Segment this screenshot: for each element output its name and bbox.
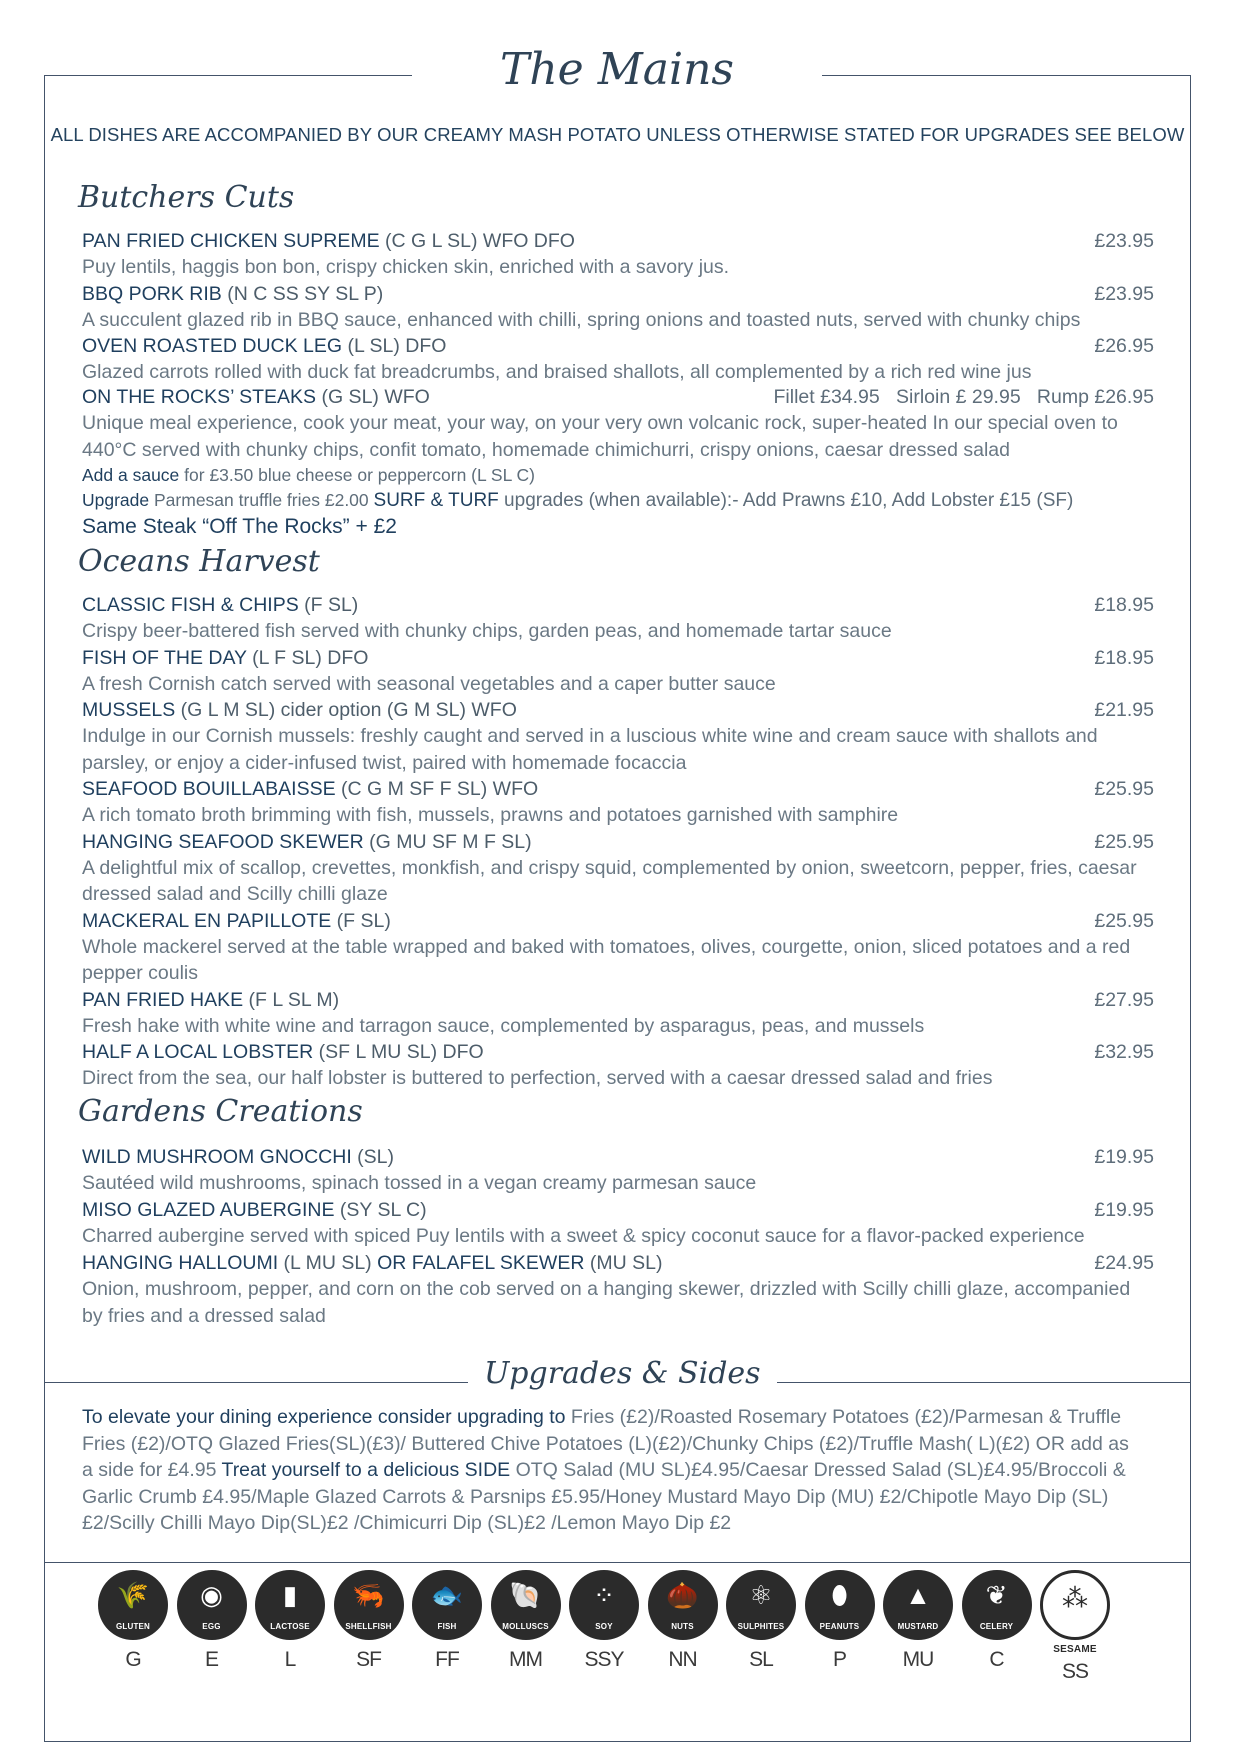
dish-price: £27.95 bbox=[1094, 988, 1154, 1011]
menu-item-row bbox=[82, 1144, 1154, 1170]
menu-item-row bbox=[82, 1039, 1154, 1065]
steak-allergens: (G SL) WFO bbox=[316, 386, 430, 408]
upgrades-lead: To elevate your dining experience consider upgrading to bbox=[82, 1406, 566, 1428]
egg-icon: ◉ bbox=[200, 1580, 223, 1610]
halloumi-name: HANGING HALLOUMI bbox=[82, 1252, 279, 1274]
halloumi-description: Onion, mushroom, pepper, and corn on the cob served on a hanging skewer, drizzled with Scilly chilli glaze, accompanied by fries and a dressed salad bbox=[82, 1278, 1131, 1327]
dish-price: £23.95 bbox=[1094, 282, 1154, 305]
dish-price: £21.95 bbox=[1094, 699, 1154, 721]
butchers-items bbox=[82, 228, 1154, 386]
allergen-code: G bbox=[125, 1648, 141, 1671]
allergen-label: PEANUTS bbox=[819, 1622, 860, 1631]
dish-allergens: (G MU SF M F SL) bbox=[363, 830, 532, 853]
menu-item bbox=[82, 228, 1154, 281]
surf-turf-label: SURF & TURF bbox=[373, 490, 499, 511]
allergen-molluscs bbox=[489, 1570, 563, 1672]
allergen-egg bbox=[175, 1570, 249, 1672]
allergen-label: MOLLUSCS bbox=[502, 1622, 549, 1631]
menu-item bbox=[82, 987, 1154, 1040]
dish-description: Indulge in our Cornish mussels: freshly caught and served in a luscious white wine and cream sauce with shallots and parsley, or enjoy a cider-infused twist, paired with homemade focaccia bbox=[82, 725, 1098, 774]
allergen-badge bbox=[962, 1570, 1032, 1640]
upgrades-options: Fries (£2)/Roasted Rosemary Potatoes (£2)/Parmesan & Truffle Fries (£2)/OTQ Glazed Fries(SL)(£3)/ Buttered Chive Potatoes (L)(£2)/Chunky Chips (£2)/Truffle Mash( L)(£2) OR add as a side for £4.95 bbox=[82, 1406, 1129, 1481]
dish-name: MUSSELS bbox=[82, 699, 176, 721]
menu-item bbox=[82, 908, 1154, 987]
sauce-label: Add a sauce bbox=[82, 465, 180, 485]
dish-description: Glazed carrots rolled with duck fat breadcrumbs, and braised shallots, all complemented by a rich red wine jus bbox=[82, 361, 1032, 383]
dish-allergens: (C G M SF F SL) WFO bbox=[335, 778, 539, 800]
menu-item-row bbox=[82, 281, 1154, 307]
falafel-allergens: (MU SL) bbox=[584, 1252, 663, 1274]
allergen-label: SHELLFISH bbox=[345, 1622, 392, 1631]
allergen-gluten bbox=[96, 1570, 170, 1672]
dish-allergens: (SF L MU SL) DFO bbox=[313, 1041, 484, 1063]
dish-description: Puy lentils, haggis bon bon, crispy chicken skin, enriched with a savory jus. bbox=[82, 256, 730, 278]
dish-allergens: (G L M SL) cider option (G M SL) WFO bbox=[175, 699, 517, 721]
allergen-badge bbox=[334, 1570, 404, 1640]
section-heading-upgrades: Upgrades & Sides bbox=[468, 1356, 777, 1391]
allergen-code: MM bbox=[509, 1648, 542, 1671]
menu-item bbox=[82, 1144, 1154, 1197]
fish-icon: 🐟 bbox=[430, 1580, 464, 1610]
allergen-code: E bbox=[204, 1648, 218, 1671]
halloumi-allergens: (L MU SL) bbox=[278, 1252, 378, 1274]
soybean-icon: ⁘ bbox=[593, 1580, 615, 1610]
dish-price: £19.95 bbox=[1094, 1198, 1154, 1221]
dish-price: £18.95 bbox=[1094, 646, 1154, 669]
allergen-mustard bbox=[881, 1570, 955, 1672]
allergen-code: NN bbox=[668, 1648, 697, 1671]
menu-item-row bbox=[82, 697, 1154, 723]
allergen-badge bbox=[648, 1570, 718, 1640]
dish-name: FISH OF THE DAY bbox=[82, 646, 247, 669]
dish-price: £18.95 bbox=[1094, 594, 1154, 616]
allergen-sesame bbox=[1038, 1570, 1112, 1684]
sesame-seeds-icon: ⁂ bbox=[1062, 1583, 1088, 1613]
dish-description: A fresh Cornish catch served with seasonal vegetables and a caper butter sauce bbox=[82, 672, 776, 695]
allergen-label: GLUTEN bbox=[115, 1622, 151, 1631]
menu-item bbox=[82, 1039, 1154, 1092]
allergen-code: L bbox=[284, 1648, 296, 1671]
menu-item-row bbox=[82, 987, 1154, 1013]
dish-description: Crispy beer-battered fish served with chunky chips, garden peas, and homemade tartar sauce bbox=[82, 620, 892, 642]
allergen-label: SESAME bbox=[1053, 1644, 1097, 1655]
milk-bottle-icon: ▮ bbox=[282, 1580, 298, 1610]
sides-lead: Treat yourself to a delicious SIDE bbox=[221, 1459, 511, 1481]
sides-options: OTQ Salad (MU SL)£4.95/Caesar Dressed Salad (SL)£4.95/Broccoli & Garlic Crumb £4.95/Maple Glazed Carrots & Parsnips £5.95/Honey Mustard Mayo Dip (MU) £2/Chipotle Mayo Dip (SL)£2/Scilly Chilli Mayo Dip(SL)£2 /Chimicurri Dip (SL)£2 /Lemon Mayo Dip £2 bbox=[82, 1459, 1126, 1534]
page-title: The Mains bbox=[412, 44, 822, 95]
allergen-code: SF bbox=[356, 1648, 381, 1671]
dish-allergens: (F SL) bbox=[298, 594, 359, 616]
menu-item-row bbox=[82, 645, 1154, 671]
dish-description: Sautéed wild mushrooms, spinach tossed in a vegan creamy parmesan sauce bbox=[82, 1172, 757, 1194]
dish-allergens: (F SL) bbox=[331, 909, 391, 932]
allergen-nuts bbox=[646, 1570, 720, 1672]
dish-allergens: (L F SL) DFO bbox=[246, 646, 369, 669]
steak-item bbox=[82, 384, 1154, 541]
dish-description: A rich tomato broth brimming with fish, mussels, prawns and potatoes garnished with samphire bbox=[82, 804, 899, 826]
surf-turf-text: upgrades (when available):- Add Prawns £10, Add Lobster £15 (SF) bbox=[498, 490, 1074, 511]
allergen-badge bbox=[98, 1570, 168, 1640]
section-heading-oceans: Oceans Harvest bbox=[78, 544, 320, 579]
dish-allergens: (F L SL M) bbox=[243, 988, 340, 1011]
dish-name: MISO GLAZED AUBERGINE bbox=[82, 1198, 335, 1221]
menu-item bbox=[82, 592, 1154, 645]
menu-item-row bbox=[82, 333, 1154, 359]
dish-price: £19.95 bbox=[1094, 1146, 1154, 1168]
allergen-code: P bbox=[832, 1648, 846, 1671]
dish-price: £23.95 bbox=[1094, 230, 1154, 252]
allergen-label: LACTOSE bbox=[270, 1622, 310, 1631]
accompaniment-note: ALL DISHES ARE ACCOMPANIED BY OUR CREAMY MASH POTATO UNLESS OTHERWISE STATED FOR UPGRADES SEE BELOW bbox=[50, 124, 1185, 145]
steak-name: ON THE ROCKS’ STEAKS bbox=[82, 386, 317, 408]
shrimp-icon: 🦐 bbox=[352, 1580, 385, 1610]
dish-name: HANGING SEAFOOD SKEWER bbox=[82, 830, 364, 853]
allergen-fish bbox=[410, 1570, 484, 1672]
allergen-code: SL bbox=[749, 1648, 773, 1671]
sauce-text: for £3.50 blue cheese or peppercorn (L SL C) bbox=[179, 465, 536, 485]
allergen-badge bbox=[805, 1570, 875, 1640]
dish-description: Charred aubergine served with spiced Puy lentils with a sweet & spicy coconut sauce for a flavor-packed experience bbox=[82, 1224, 1085, 1247]
allergen-label: MUSTARD bbox=[897, 1622, 939, 1631]
menu-item-row bbox=[82, 776, 1154, 802]
allergen-badge bbox=[569, 1570, 639, 1640]
same-steak-note: Same Steak “Off The Rocks” + £2 bbox=[82, 515, 397, 538]
allergen-code: SSY bbox=[584, 1648, 624, 1671]
dish-price: £25.95 bbox=[1094, 909, 1154, 932]
section-heading-butchers: Butchers Cuts bbox=[78, 180, 295, 215]
shell-icon: 🐚 bbox=[509, 1580, 542, 1610]
dish-allergens: (C G L SL) WFO DFO bbox=[379, 230, 575, 252]
allergen-badge bbox=[1040, 1570, 1110, 1655]
dish-description: Fresh hake with white wine and tarragon sauce, complemented by asparagus, peas, and mussels bbox=[82, 1014, 925, 1037]
dish-name: PAN FRIED HAKE bbox=[82, 988, 244, 1011]
section-heading-gardens: Gardens Creations bbox=[78, 1094, 363, 1129]
allergen-label: EGG bbox=[202, 1622, 221, 1631]
allergen-badge bbox=[177, 1570, 247, 1640]
menu-item-row bbox=[82, 592, 1154, 618]
menu-item-row bbox=[82, 228, 1154, 254]
dish-allergens: (L SL) DFO bbox=[342, 335, 447, 357]
dish-name: MACKERAL EN PAPILLOTE bbox=[82, 909, 332, 932]
molecule-icon: ⚛ bbox=[749, 1580, 773, 1610]
dish-allergens: (SY SL C) bbox=[334, 1198, 427, 1221]
dish-price: £25.95 bbox=[1094, 778, 1154, 800]
upgrades-text bbox=[82, 1404, 1144, 1537]
allergen-badge bbox=[883, 1570, 953, 1640]
dish-name: HALF A LOCAL LOBSTER bbox=[82, 1041, 314, 1063]
menu-item bbox=[82, 829, 1154, 908]
menu-item bbox=[82, 333, 1154, 386]
halloumi-row bbox=[82, 1250, 1154, 1276]
peanut-icon: ⬮ bbox=[831, 1580, 848, 1610]
dish-allergens: (N C SS SY SL P) bbox=[221, 282, 384, 305]
dish-name: WILD MUSHROOM GNOCCHI bbox=[82, 1146, 352, 1168]
steak-prices: Fillet £34.95 Sirloin £ 29.95 Rump £26.95 bbox=[773, 386, 1154, 408]
menu-item bbox=[82, 776, 1154, 829]
upgrade-text: Parmesan truffle fries £2.00 bbox=[149, 490, 374, 510]
allergen-badge bbox=[726, 1570, 796, 1640]
allergen-label: NUTS bbox=[671, 1622, 694, 1631]
dish-name: CLASSIC FISH & CHIPS bbox=[82, 594, 299, 616]
dish-allergens: (SL) bbox=[351, 1146, 395, 1168]
dish-name: SEAFOOD BOUILLABAISSE bbox=[82, 778, 336, 800]
allergen-label: SOY bbox=[595, 1622, 613, 1631]
allergen-divider bbox=[44, 1562, 1191, 1563]
halloumi-item bbox=[82, 1250, 1154, 1329]
dish-description: A succulent glazed rib in BBQ sauce, enhanced with chilli, spring onions and toasted nuts, served with chunky chips bbox=[82, 308, 1081, 331]
allergen-badge bbox=[255, 1570, 325, 1640]
allergen-code: C bbox=[989, 1648, 1004, 1671]
menu-item-row bbox=[82, 1197, 1154, 1223]
wheat-icon: 🌾 bbox=[116, 1580, 150, 1610]
menu-item bbox=[82, 1197, 1154, 1250]
acorn-icon: 🌰 bbox=[666, 1580, 699, 1610]
menu-item bbox=[82, 697, 1154, 776]
menu-item-row bbox=[82, 829, 1154, 855]
allergen-key bbox=[96, 1570, 1126, 1683]
allergen-shellfish bbox=[332, 1570, 406, 1672]
allergen-label: CELERY bbox=[979, 1622, 1014, 1631]
falafel-name: OR FALAFEL SKEWER bbox=[377, 1252, 585, 1274]
allergen-celery bbox=[960, 1570, 1034, 1672]
allergen-soy bbox=[567, 1570, 641, 1672]
allergen-badge bbox=[412, 1570, 482, 1640]
allergen-lactose bbox=[253, 1570, 327, 1672]
dish-name: BBQ PORK RIB bbox=[82, 282, 222, 305]
menu-item bbox=[82, 645, 1154, 698]
steak-row bbox=[82, 384, 1154, 410]
dish-price: £26.95 bbox=[1094, 335, 1154, 357]
dish-description: Direct from the sea, our half lobster is buttered to perfection, served with a caesar dressed salad and fries bbox=[82, 1067, 993, 1089]
menu-item bbox=[82, 281, 1154, 334]
dish-description: A delightful mix of scallop, crevettes, monkfish, and crispy squid, complemented by onion, sweetcorn, pepper, fries, caesar dressed salad and Scilly chilli glaze bbox=[82, 856, 1137, 905]
mustard-bottle-icon: ▲ bbox=[905, 1580, 931, 1610]
steak-description: Unique meal experience, cook your meat, your way, on your very own volcanic rock, super-heated In our special oven to 440°C served with chunky chips, confit tomato, homemade chimichurri, crispy onions, caesar dressed salad bbox=[82, 412, 1118, 461]
halloumi-price: £24.95 bbox=[1094, 1252, 1154, 1274]
gardens-items bbox=[82, 1144, 1154, 1249]
allergen-code: MU bbox=[902, 1648, 934, 1671]
dish-description: Whole mackerel served at the table wrapped and baked with tomatoes, olives, courgette, onion, sliced potatoes and a red pepper coulis bbox=[82, 935, 1131, 984]
upgrade-label: Upgrade bbox=[82, 490, 150, 510]
dish-name: PAN FRIED CHICKEN SUPREME bbox=[82, 230, 380, 252]
allergen-peanuts bbox=[803, 1570, 877, 1672]
celery-icon: ❦ bbox=[985, 1580, 1008, 1610]
allergen-sulphites bbox=[724, 1570, 798, 1672]
oceans-items bbox=[82, 592, 1154, 1092]
menu-item-row bbox=[82, 908, 1154, 934]
allergen-code: FF bbox=[435, 1648, 459, 1671]
allergen-label: SULPHITES bbox=[737, 1622, 785, 1631]
dish-price: £32.95 bbox=[1094, 1041, 1154, 1063]
dish-name: OVEN ROASTED DUCK LEG bbox=[82, 335, 343, 357]
allergen-code: SS bbox=[1061, 1660, 1088, 1683]
allergen-badge bbox=[491, 1570, 561, 1640]
dish-price: £25.95 bbox=[1094, 830, 1154, 853]
allergen-label: FISH bbox=[437, 1622, 457, 1631]
